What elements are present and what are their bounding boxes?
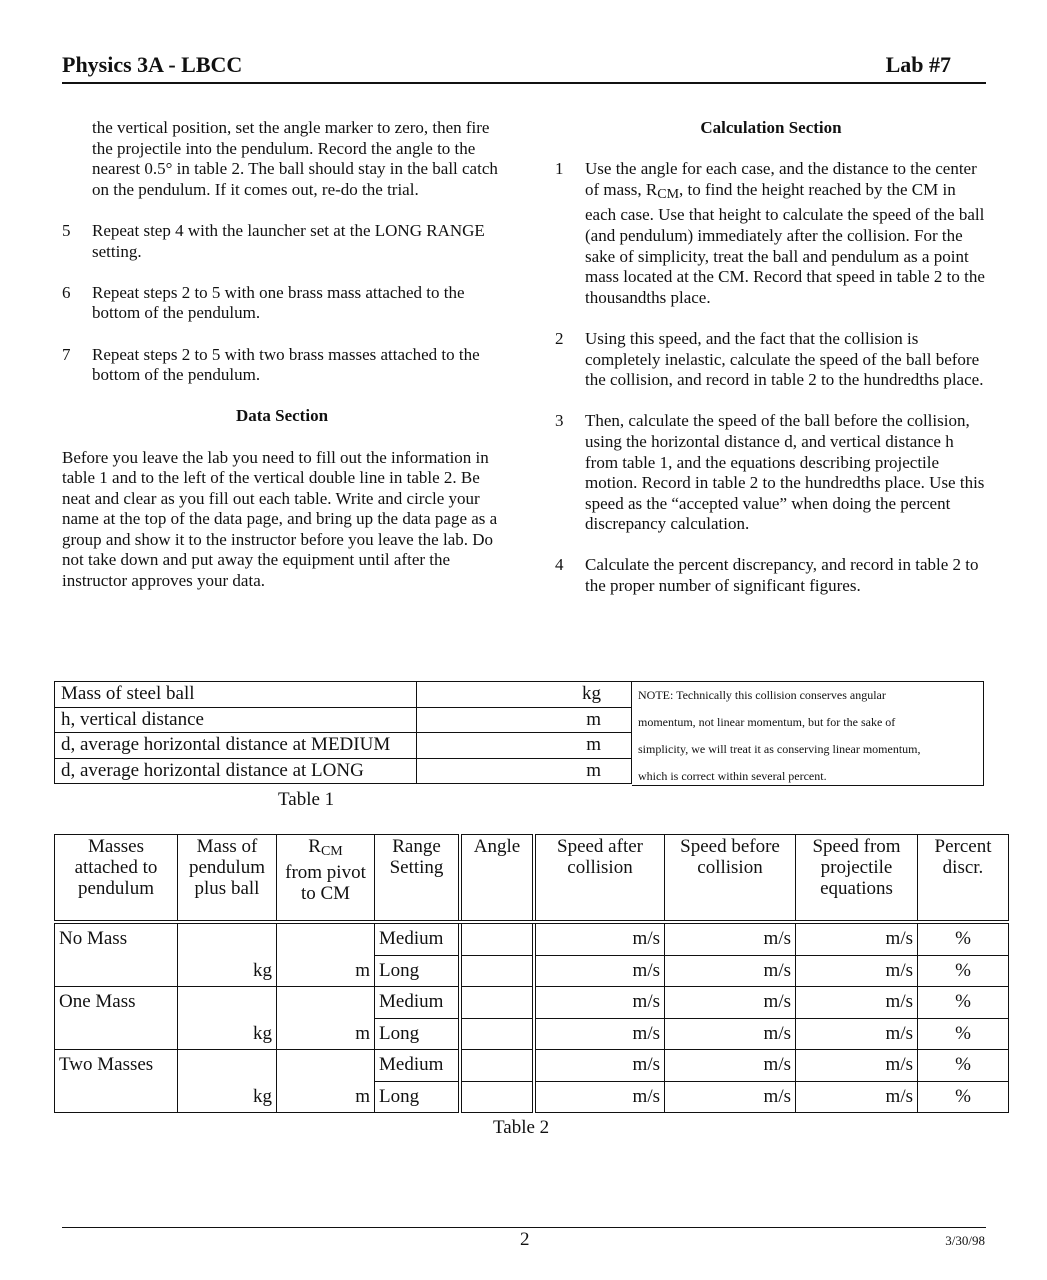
range-long: Long	[375, 1018, 461, 1050]
data-section-title: Data Section	[235, 406, 329, 426]
speed-after-cell[interactable]: m/s	[534, 987, 665, 1019]
table-row	[55, 1050, 1009, 1082]
speed-after-cell[interactable]: m/s	[534, 1018, 665, 1050]
speed-before-cell[interactable]: m/s	[665, 1018, 796, 1050]
step-6: 6 Repeat steps 2 to 5 with one brass mass attached to the bottom of the pendulum.	[62, 282, 465, 323]
speed-after-cell[interactable]: m/s	[534, 1081, 665, 1113]
speed-before-cell[interactable]: m/s	[665, 1081, 796, 1113]
percent-cell[interactable]: %	[918, 1081, 1009, 1113]
percent-cell[interactable]: %	[918, 1050, 1009, 1082]
calc-step-2: 2 Using this speed, and the fact that the collision is completely inelastic, calculate the speed of the ball before the collision, and record in table 2 to the hundredths place.	[555, 328, 984, 390]
range-medium: Medium	[375, 987, 461, 1019]
mass-cell[interactable]: kg	[178, 987, 277, 1050]
header-rule	[62, 82, 986, 84]
data-section-text: Before you leave the lab you need to fill out the information in table 1 and to the left of the vertical double line in table 2. Be neat and clear as you fill out each table. Write and circle your name at the top of the data page, and bring up the data page as a group and show it to the instructor before you leave the lab. Do not take down and put away the equipment until after the instructor approves your data.	[62, 447, 498, 591]
table-2-caption: Table 2	[493, 1117, 550, 1138]
th-mass-pendulum: Mass of pendulum plus ball	[178, 835, 277, 923]
left-column	[62, 118, 502, 592]
angle-cell[interactable]	[460, 1081, 534, 1113]
lab-number: Lab #7	[885, 52, 951, 77]
step-5: 5 Repeat step 4 with the launcher set at the LONG RANGE setting.	[62, 220, 485, 261]
group-label: One Mass	[55, 987, 178, 1050]
th-percent: Percent discr.	[918, 835, 1009, 923]
angle-cell[interactable]	[460, 955, 534, 987]
th-speed-before: Speed before collision	[665, 835, 796, 923]
speed-after-cell[interactable]: m/s	[534, 955, 665, 987]
rcm-cell[interactable]: m	[277, 987, 375, 1050]
rcm-cell[interactable]: m	[277, 922, 375, 987]
angle-cell[interactable]	[460, 1050, 534, 1082]
percent-cell[interactable]: %	[918, 922, 1009, 955]
th-angle: Angle	[460, 835, 534, 923]
th-range: Range Setting	[375, 835, 461, 923]
right-column	[555, 118, 987, 597]
percent-cell[interactable]: %	[918, 987, 1009, 1019]
table-1-note: NOTE: Technically this collision conserves angular momentum, not linear momentum, but for the sake of simplicity, we will treat it as conserving linear momentum, which is correct within several percent.	[632, 681, 984, 786]
th-rcm: $R_{CM}$ from pivot to CM	[277, 835, 375, 923]
table-1-caption: Table 1	[278, 789, 335, 810]
th-speed-after: Speed after collision	[534, 835, 665, 923]
table-row	[55, 758, 632, 784]
speed-proj-cell[interactable]: m/s	[796, 1018, 918, 1050]
range-medium: Medium	[375, 922, 461, 955]
calc-step-4: 4 Calculate the percent discrepancy, and record in table 2 to the proper number of significant figures.	[555, 555, 979, 596]
step-7: 7 Repeat steps 2 to 5 with two brass masses attached to the bottom of the pendulum.	[62, 344, 480, 385]
angle-cell[interactable]	[460, 987, 534, 1019]
group-label: Two Masses	[55, 1050, 178, 1113]
calculation-section-title: Calculation Section	[700, 118, 842, 137]
calc-step-1: 1 Use the angle for each case, and the distance to the center of mass, $R_{CM}$, to find the height reached by the CM in each case. Use that height to calculate the speed of the ball (and pendulum) immediately after the collision. For the sake of simplicity, treat the ball and pendulum as a point mass located at the CM. Record that speed in table 2 to the thousandths place.	[555, 159, 985, 307]
range-medium: Medium	[375, 1050, 461, 1082]
angle-cell[interactable]	[460, 922, 534, 955]
range-long: Long	[375, 1081, 461, 1113]
calc-step-3: 3 Then, calculate the speed of the ball before the collision, using the horizontal distance d, and vertical distance h from table 1, and the equations describing projectile motion. Record in table 2 to the hundredths place. Use this speed as the “accepted value” when doing the percent discrepancy calculation.	[555, 411, 985, 534]
mass-cell[interactable]: kg	[178, 1050, 277, 1113]
table-2	[54, 834, 1009, 1113]
th-masses: Masses attached to pendulum	[55, 835, 178, 923]
t1-value-cell[interactable]: kg	[417, 682, 632, 708]
t1-label: Mass of steel ball	[55, 682, 417, 708]
step-4-continuation: the vertical position, set the angle marker to zero, then fire the projectile into the pendulum. Record the angle to the nearest 0.5° in table 2. The ball should stay in the ball catch on the pendulum. If it comes out, re-do the trial.	[92, 118, 498, 199]
speed-before-cell[interactable]: m/s	[665, 987, 796, 1019]
table-row	[55, 682, 632, 708]
table-row	[55, 987, 1009, 1019]
footer-rule	[62, 1227, 986, 1228]
speed-before-cell[interactable]: m/s	[665, 1050, 796, 1082]
percent-cell[interactable]: %	[918, 955, 1009, 987]
rcm-cell[interactable]: m	[277, 1050, 375, 1113]
range-long: Long	[375, 955, 461, 987]
speed-proj-cell[interactable]: m/s	[796, 1081, 918, 1113]
t1-value-cell[interactable]: m	[417, 733, 632, 759]
speed-after-cell[interactable]: m/s	[534, 1050, 665, 1082]
t1-value-cell[interactable]: m	[417, 707, 632, 733]
table-1	[54, 681, 986, 789]
revision-date: 3/30/98	[945, 1233, 985, 1248]
t1-value-cell[interactable]: m	[417, 758, 632, 784]
speed-before-cell[interactable]: m/s	[665, 955, 796, 987]
table-2-header	[55, 835, 1009, 923]
t1-label: h, vertical distance	[55, 707, 417, 733]
t1-label: d, average horizontal distance at LONG	[55, 758, 417, 784]
table-row	[55, 922, 1009, 955]
angle-cell[interactable]	[460, 1018, 534, 1050]
page-number: 2	[520, 1229, 530, 1250]
speed-after-cell[interactable]: m/s	[534, 922, 665, 955]
percent-cell[interactable]: %	[918, 1018, 1009, 1050]
th-speed-projectile: Speed from projectile equations	[796, 835, 918, 923]
table-row	[55, 707, 632, 733]
speed-proj-cell[interactable]: m/s	[796, 922, 918, 955]
speed-proj-cell[interactable]: m/s	[796, 955, 918, 987]
table-row	[55, 733, 632, 759]
course-title: Physics 3A - LBCC	[62, 52, 243, 77]
group-label: No Mass	[55, 922, 178, 987]
speed-before-cell[interactable]: m/s	[665, 922, 796, 955]
t1-label: d, average horizontal distance at MEDIUM	[55, 733, 417, 759]
speed-proj-cell[interactable]: m/s	[796, 987, 918, 1019]
mass-cell[interactable]: kg	[178, 922, 277, 987]
speed-proj-cell[interactable]: m/s	[796, 1050, 918, 1082]
